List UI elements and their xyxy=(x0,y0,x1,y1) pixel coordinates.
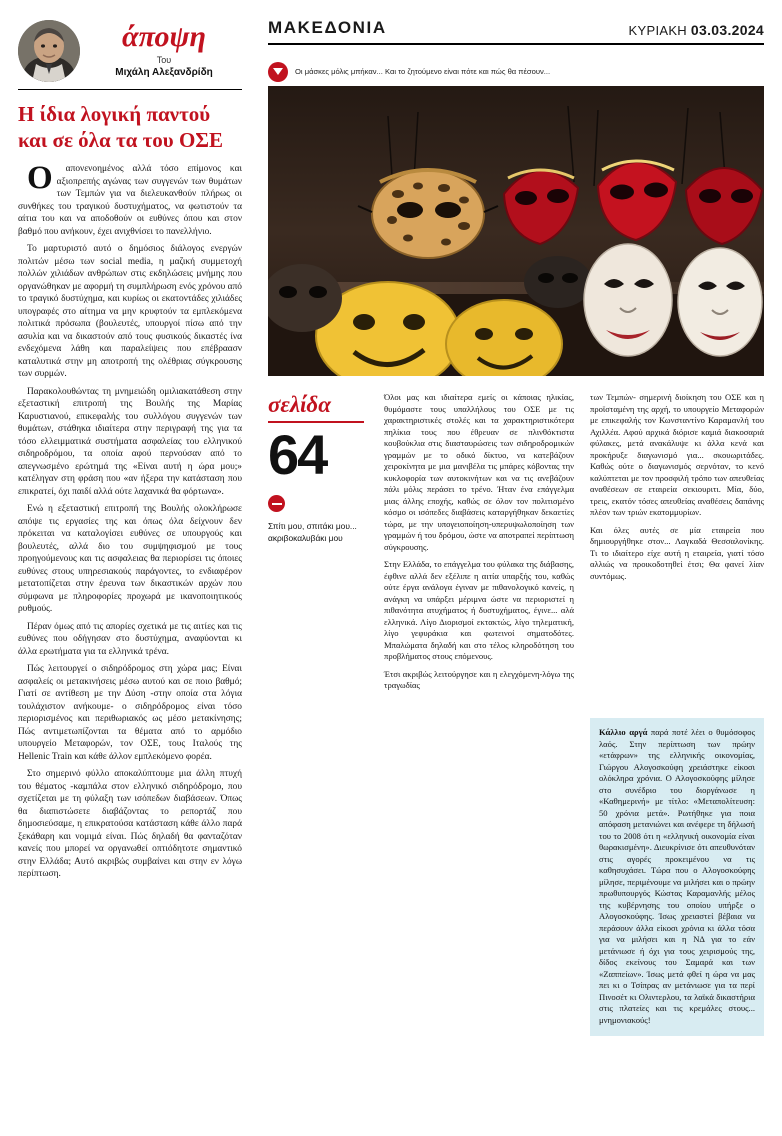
sidebar-note-body: παρά ποτέ λέει ο θυμόσοφος λαός. Στην περίπτωση των πρώην «ετάφρων» της ελληνικής οικονομίας, Γιώργου Αλογοσκούφη χρειάστηκε είκοσι ολόκληρα χρόνια. Ο Αλογοσκούφης μίλησε στο συνέδριο του διοργάνωσε η «Καθημερινή» με τίτλο: «Μεταπολίτευση: 50 χρόνια μετά». Ρωτήθηκε για ποια απόφαση μετανιώνει και ανέφερε τη δήλωσή του το 2008 ότι η «ελληνική οικονομία είναι θωρακισμένη». Διευκρίνισε ότι απευθυνόταν στις αγορές προκειμένου να τις καθησυχάσει. Τώρα που ο Αλογοσκούφης μίλησε, περιμένουμε να μιλήσει και ο πρώην πρωθυπουργός Κώστας Καραμανλής μέλος της κυβέρνησης του οποίου υπήρξε ο Αλογοσκούφης. Ίσως χρειαστεί βέβαια να περάσουν άλλα είκοσι χρόνια κι άλλα τόσα για να μιλήσει και η ΝΔ για το εάν μετάνιωσε ή όχι για τους χειρισμούς της, δίδος εκείνους του Σαμαρά και των «Ζαππείων». Ίσως μετά φθεί η ώρα να μας πει κι ο Τσίπρας αν μετάνιωσε για τα περί Πινοσέτ κι Ολιντερλου, τα λαϊκά δικαστήρια στις πλατείες και τις κρεμάλες στους... μνημονιακούς! xyxy=(599,727,755,1025)
article-column-3 xyxy=(590,392,764,588)
opinion-byline-prefix: Του xyxy=(156,55,172,65)
opinion-author: Μιχάλη Αλεξανδρίδη xyxy=(115,67,213,78)
dropcap: Ο xyxy=(27,160,53,197)
play-marker-icon xyxy=(268,62,288,82)
opinion-paragraph: Παρακολουθώντας τη μνημειώδη ομιλιακατάθεση στην εξεταστική επιτροπή της Βουλής της Μαρίας Καρυστιανού, επικεφαλής του συλλόγου συγγενών των θυμάτων, στάθηκα ιδιαίτερα στην περιγραφή της για τα τόσο ελλειμματικά συστήματα ασφαλείας του ελληνικού σιδηροδρόμου, τα οποία αφού περνούσαν από το απεγνωσμένο ερώτημά της «Είναι αυτή η ώρα μου;» κατέληγαν στη φράση που «αν ήξερα την κατάσταση που επικρατεί, όχι παιδί αλλά ούτε λαχανικά θα φόρτωνα». xyxy=(18,386,242,497)
opinion-paragraph: Ενώ η εξεταστική επιτροπή της Βουλής ολοκλήρωσε απόψε τις εργασίες της και όπως όλα δείχνουν δεν πρόκειται να καταλογίσει ευθύνες σε υπουργούς και βουλευτές, αλλά διο του συμψηφισμού με τους προηγούμενους και τις ασφαλειας θα περιορίσει τις όποιες ευθύνες στους υπηρεσιακούς παράγοντες, το ενδιαφέρον μετατοπίζεται στην έρευνα των δικαστικών αρχών που σύμφωνα με πληροφορίες προχωρά με ικανοποιητικούς ρυθμούς. xyxy=(18,504,242,615)
article-paragraph: Και όλες αυτές σε μία εταιρεία που δημιουργήθηκε στον... Λαγκαδά Θεσσαλονίκης. Τι το ιδιαίτερο είχε αυτή η εταιρεία, γιατί τόσο αλλιώς να προικοδοτηθεί έτσι; Θα φανεί λίαν συντόμως. xyxy=(590,524,764,581)
opinion-label: άποψη xyxy=(121,20,207,53)
opinion-paragraph xyxy=(18,160,242,238)
page-pointer-block[interactable] xyxy=(268,392,364,544)
opinion-column xyxy=(18,20,242,886)
article-column-2 xyxy=(384,392,574,698)
masthead-dateline xyxy=(629,22,764,38)
photo-caption-row xyxy=(268,62,764,82)
article-paragraph: Έτσι ακριβώς λειτούργησε και η ελεγχόμενη-λόγω της τραγωδίας xyxy=(384,668,574,691)
masthead-day: ΚΥΡΙΑΚΗ xyxy=(628,23,687,38)
sidebar-note-runin: Κάλλιο αργά xyxy=(599,727,648,737)
opinion-paragraph: Στο σημερινό φύλλο αποκαλύπτουμε μια άλλη πτυχή του θέματος -καμπάλα στον ελληνικό σιδηρόδρομο, που σχετίζεται με τη φύλαξη των ισόπεδων διαβάσεων. Όπως θα διαπιστώσετε διαβάζοντας το ρεπορτάζ που δημοσιεύσαμε, η επικρατούσα κατάσταση κάθε άλλο παρά ξεκάθαρη και νομιμά είναι. Πώς δηλαδή θα φανταζόταν κανείς που μπορεί να οργανωθεί οπτιόδητοτε σημαντικό στην Ελλάδα; Αυτό ακριβώς συμβαίνει και στην εν λόγω περίπτωση. xyxy=(18,769,242,880)
opinion-paragraph: Πέραν όμως από τις απορίες σχετικά με τις αιτίες και τις ευθύνες που οδήγησαν στο δυστύχημα, αναφύονται κι άλλα ερωτήματα για τα ελληνικά τρένα. xyxy=(18,621,242,657)
selida-label: σελίδα xyxy=(268,392,364,423)
lead-photo xyxy=(268,86,764,376)
opinion-header xyxy=(18,20,242,90)
masthead xyxy=(268,18,764,45)
selida-subtitle: Σπίτι μου, σπιτάκι μου... ακριβοκαλυβάκι μου xyxy=(268,521,357,544)
opinion-paragraph-text: απονενοημένος αλλά τόσο επίμονος και αξιοπρεπής αγώνας των συγγενών των θυμάτων των Τεμπών για να διελευκανθούν πλήρως οι συνθήκες του τραγικού δυστυχήματος, να φωτιστούν τα αίτια του και να αποδοθούν οι ευθύνες όπου και στον βαθμό που ανήκουν, έχει ανιχθνίσει το πανελλήνιο. xyxy=(18,164,242,237)
article-paragraph: των Τεμπών- σημερινή διοίκηση του ΟΣΕ και η προϊσταμένη της αρχή, το υπουργείο Μεταφορών με επικεφαλής τον Κωνσταντίνο Καραμανλή του Αχιλλέα. Αφού αρχικά διόρισε καμιά διακοσαριά φύλακες, μετά ανακάλυψε κι άλλα κενά και προκήρυξε διαγωνισμό για... σκουωριτάδες. Καθώς ούτε ο διαγωνισμός σερνόταν, το κενό καλύπτεται με τον προσφιλή τρόπο των απευθείας αναθέσεων σε εταιρεία σεκιουριτι. Μία, δύο, τρεις, εκατόν τόσες απευθείας αναθέσεις δαπάνης πλέον των τριών εκατομμυρίων. xyxy=(590,392,764,518)
article-paragraph: Στην Ελλάδα, το επάγγελμα του φύλακα της διάβασης, έφθινε αλλά δεν εξέλιπε η αιτία υπαρξής του, καθώς ούτε έργα ανάλογα έγιναν με πιθανολογικό κανείς, η ανάγκη να υπάρξει μέριμνα ώστε να περιοριστεί η πιθανότητα ατυχήματος ή δυστυχήματος, έγινε... αλά ελληνικά. Λίγο Διορισμοί εκτακτώς, λίγο τηλεματική, λίγο γεφυράκια και φωτεινοί σηματοδότες. Μπαλώματα δηλαδή και στο τέλος κληροδότηση του προβλήματος στους επόμενους. xyxy=(384,559,574,662)
article-paragraph: Όλοι μας και ιδιαίτερα εμείς οι κάποιας ηλικίας, θυμόμαστε τους υπαλλήλους του ΟΣΕ με τις χαρακτηριστικές στολές και τα χαρακτηριστικότερα πηλίκια τους που έθρευαν σε πλινθόκτιστα κουβούκλια στις διασταυρώσεις των σιδηροδρομικών γραμμών με το οδικό δίκτυο, να κατεβάζουν χειροκίνητα με μια μανιβέλα τις μπάρες κόβοντας την κυκλοφορία των αυτοκινήτων και να τις ανεβάζουν πάλι μόλις περάσει το τρένο. Ήταν ένα επάγγελμα μιας άλλης εποχής, καθώς σε όλον τον πολιτισμένο κόσμο οι ισόπεδες διαβάσεις καταργήθηκαν δεκαετίες τώρα, με την υπογειοποίηση-υπερυψωλοποίηση των γραμμών ή του δρόμου, ώστε να αποτραπεί περίπτωση σύγκρουσης. xyxy=(384,392,574,552)
opinion-body xyxy=(18,160,242,881)
masthead-title: ΜΑΚΕΔΟΝΙΑ xyxy=(268,18,387,37)
opinion-paragraph: Πώς λειτουργεί ο σιδηρόδρομος στη χώρα μας; Είναι ασφαλείς οι μετακινήσεις μέσω αυτού και σε ποιο βαθμό; Γιατί σε αντίθεση με την Δύση -στην οποία στα λόγια τουλάχιστον ανήκουμε- ο σιδηρόδρομος είναι τόσο περιορισμένος και περιθωριακός ως μέσο μετακίνησης; Πώς αντιμετωπίζονται τα θέματα από το αρμόδιο υπουργείο Μεταφορών, τον ΟΣΕ, τους Ιταλούς της Hellenic Train και κάθε άλλον εμπλεκόμενο φορέα. xyxy=(18,664,242,762)
avatar xyxy=(18,20,80,82)
minus-marker-icon xyxy=(268,495,285,512)
selida-number: 64 xyxy=(268,423,327,486)
opinion-paragraph: Το μαρτυριστό αυτό ο δημόσιος διάλογος ενεργών πολιτών μέσω των social media, η μαζική συμμετοχή πολλών χιλιάδων ανθρώπων στις εκδηλώσεις μνήμης που οργανώθηκαν με αφορμή τη συμπλήρωση ενός χρόνου από το τραγικό δυστύχημα, και κυρίως οι εκατοντάδες χιλιάδες υπογραφές στο αίτημα να μην κρυφτούν τα εμπλεκόμενα πολιτικά πρόσωπα (βουλευτές, υπουργοί πίσω από την ασυλία και να δικαστούν από τους φυσικούς δικαστές ίνα ενδεχόμενα λάθη και παραλείψεις που επέβραασν καταλυτικά στην μη αποτροπή της ολέθριας σύγκρουσης των συρμών. xyxy=(18,244,242,380)
sidebar-note-box xyxy=(590,718,764,1036)
masthead-date: 03.03.2024 xyxy=(690,22,764,38)
opinion-headline: Η ίδια λογική παντού και σε όλα τα του ΟΣΕ xyxy=(18,102,224,152)
photo-caption: Οι μάσκες μόλις μπήκαν... Και το ζητούμενο είναι πότε και πώς θα πέσουν... xyxy=(295,67,551,77)
sidebar-note-text xyxy=(599,727,755,1026)
